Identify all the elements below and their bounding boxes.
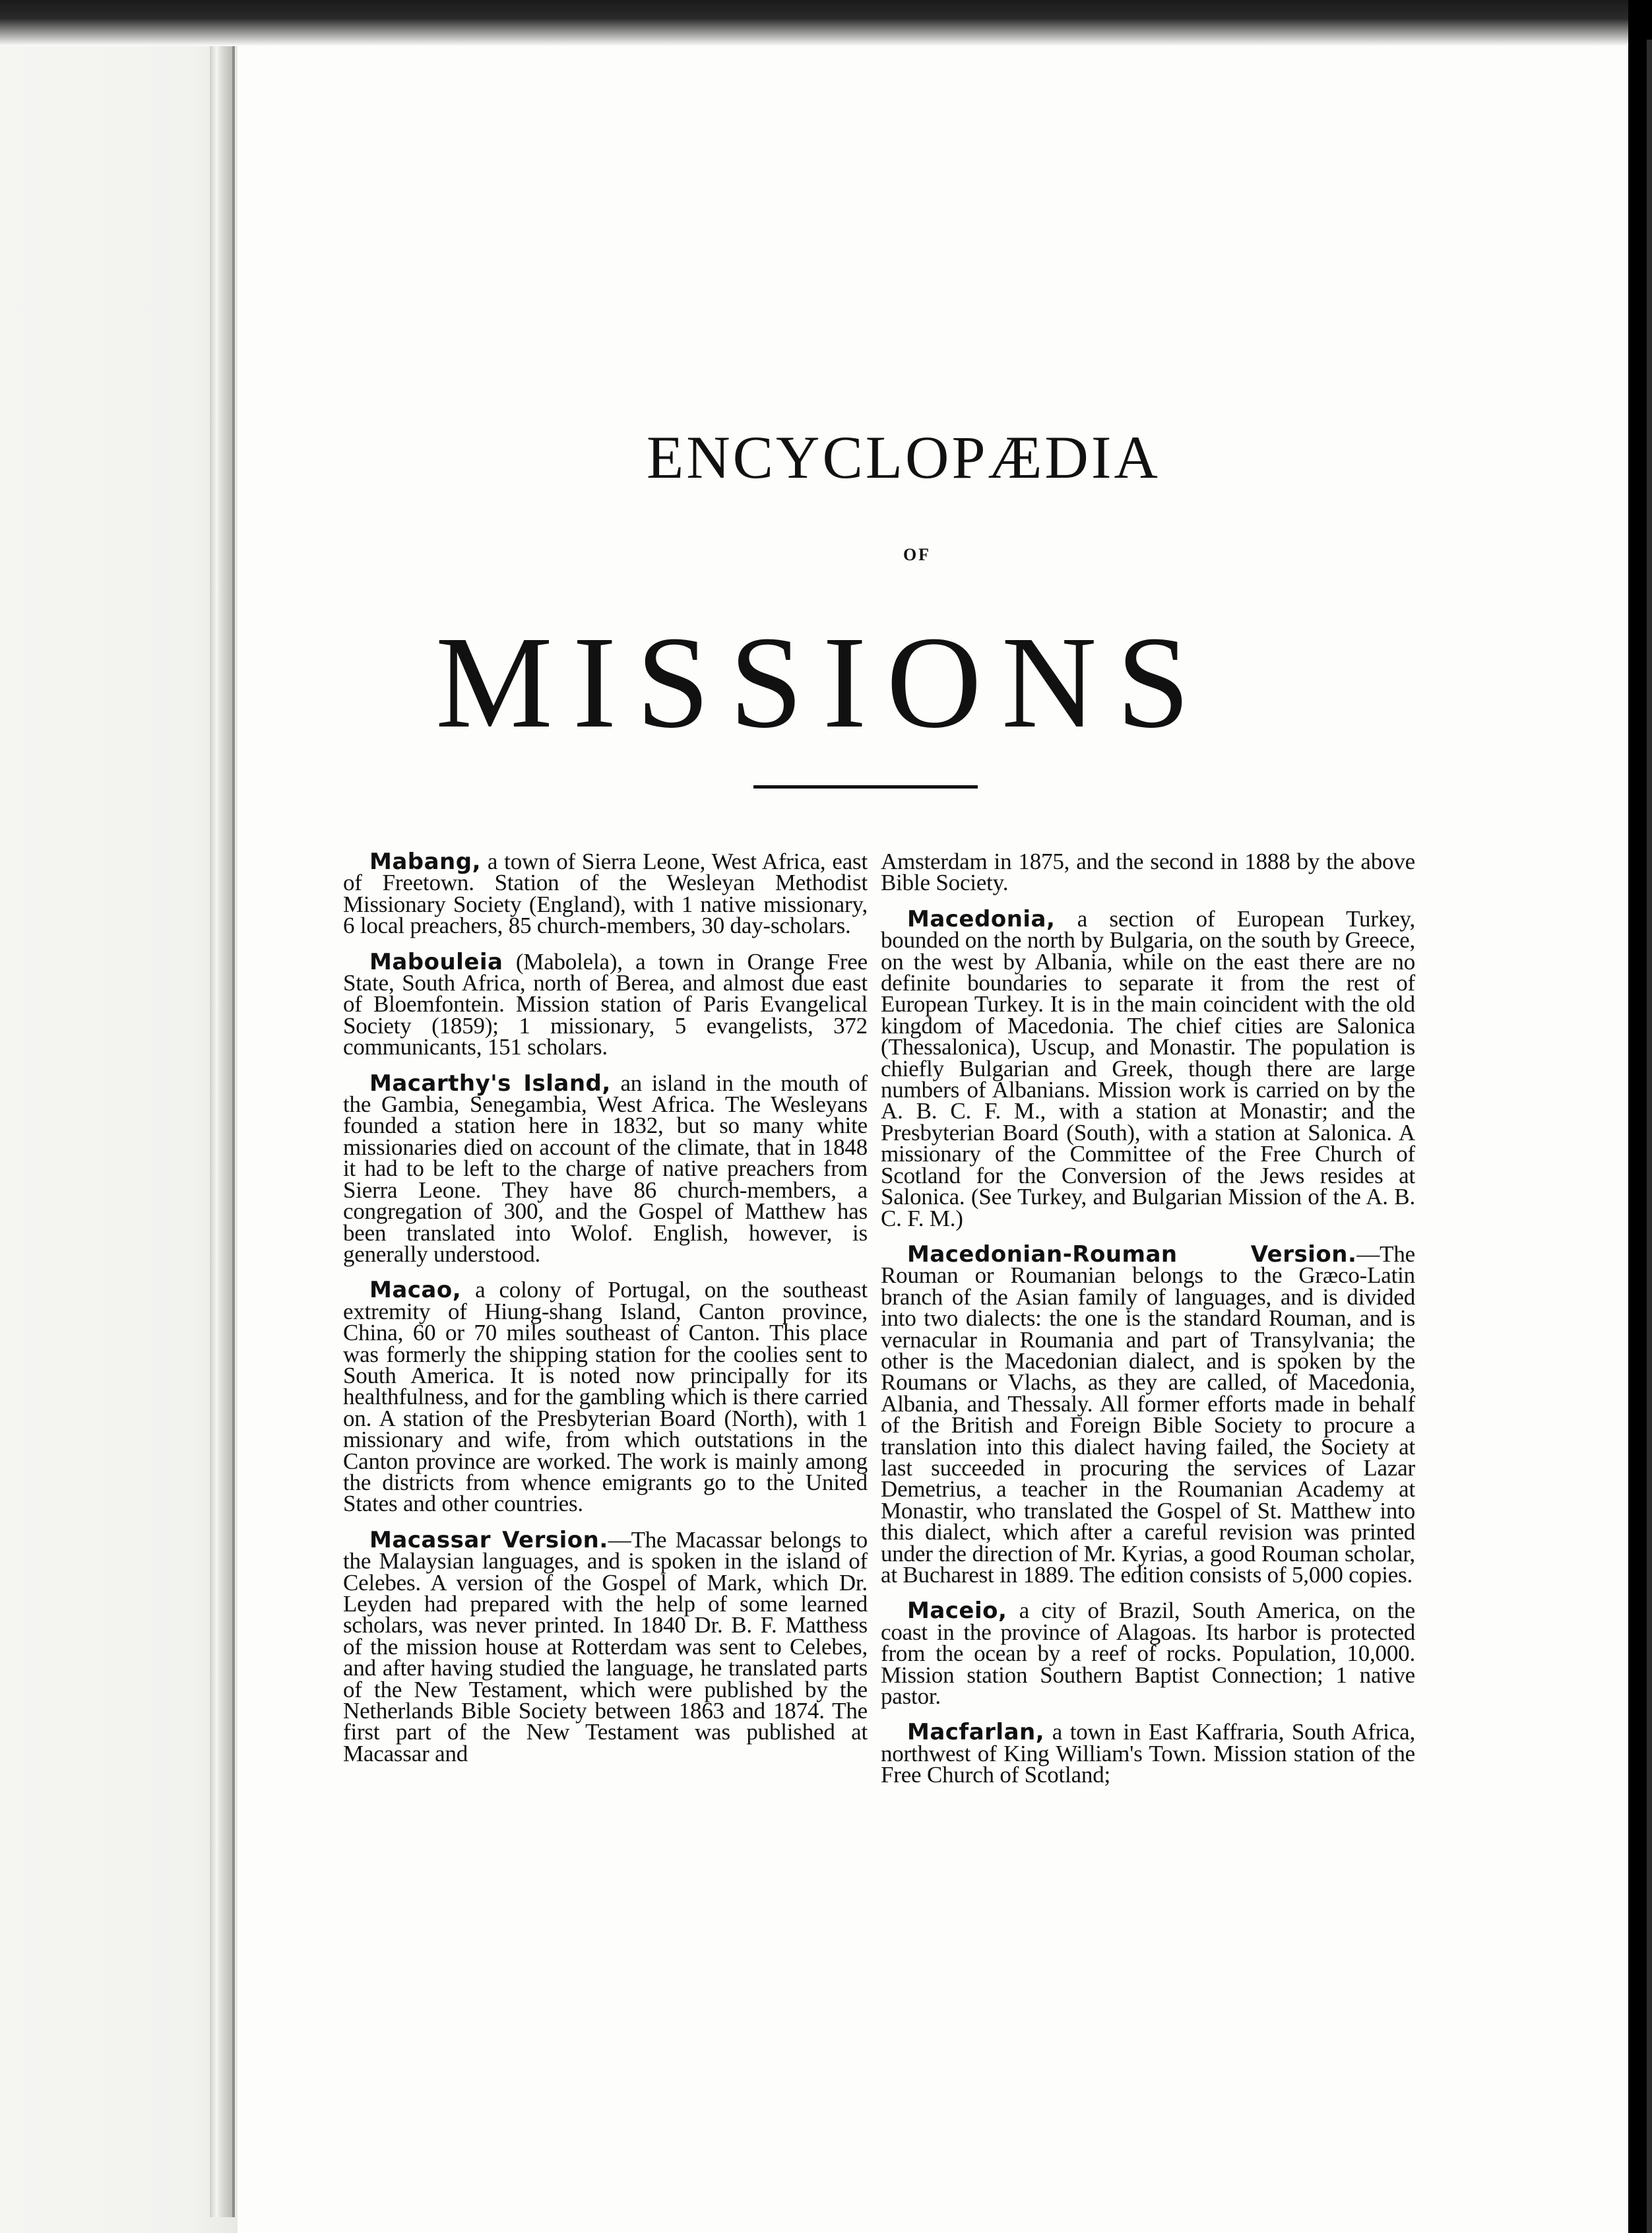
entry-headword: Macedonia, <box>907 905 1056 932</box>
page-gutter <box>0 0 238 2233</box>
entry-macassar-version <box>343 1526 868 1766</box>
entry-macedonia <box>881 905 1415 1231</box>
page-title: ENCYCLOPÆDIA <box>647 424 1160 491</box>
entry-text: a town in East Kaffraria, South Africa, northwest of King William's Town. Mission station of the Free Church of Scotland; <box>881 1719 1415 1788</box>
page-subtitle: MISSIONS <box>435 610 1210 756</box>
entry-headword: Macarthy's Island, <box>369 1070 611 1097</box>
entry-macao <box>343 1277 868 1517</box>
top-shadow <box>0 0 1628 46</box>
entry-macarthys-island <box>343 1070 868 1267</box>
entry-headword: Mabang, <box>369 849 482 875</box>
entry-text: —The Rouman or Roumanian belongs to the Græco-Latin branch of the Asian family of languages, and is divided into two dialects: the one is the standard Rouman, and is vernacular in Roumania and part of Transylvania; the other is the Macedonian dialect, and is spoken by the Roumans or Vlachs, as they are called, of Macedonia, Albania, and Thessaly. All former efforts made in behalf of the British and Foreign Bible Society to procure a translation into this dialect having failed, the Society at last succeeded in procuring the services of Lazar Demetrius, a teacher in the Roumanian Academy at Monastir, who translated the Gospel of St. Matthew into this dialect, which after a careful revision was printed under the direction of Mr. Kyrias, a good Rouman scholar, at Bucharest in 1889. The edition consists of 5,000 copies. <box>881 1241 1415 1588</box>
spine-edge-line <box>232 40 235 2217</box>
entry-macedonian-rouman-version <box>881 1241 1415 1588</box>
left-column <box>343 851 868 1779</box>
entry-text: a section of European Turkey, bounded on the north by Bulgaria, on the south by Greece, on the west by Albania, while on the east there are no definite boundaries to separate it from the rest of European Turkey. It is in the main coincident with the old kingdom of Macedonia. The chief cities are Salonica (Thessalonica), Uscup, and Monastir. The population is chiefly Bulgarian and Greek, though there are large numbers of Albanians. Mission work is carried on by the A. B. C. F. M., with a station at Monastir; and the Presbyterian Board (South), with a station at Salonica. A missionary of the Committee of the Free Church of Scotland for the Conversion of the Jews resides at Salonica. (See Turkey, and Bulgarian Mission of the A. B. C. F. M.) <box>881 905 1415 1231</box>
entry-text: Amsterdam in 1875, and the second in 1888 by the above Bible Society. <box>881 849 1415 896</box>
entry-headword: Macassar Version. <box>369 1526 608 1553</box>
entry-text: a colony of Portugal, on the southeast extremity of Hiung-shang Island, Canton province, China, 60 or 70 miles southeast of Canton. This place was formerly the shipping station for the coolies sent to South America. It is noted now principally for its healthfulness, and for the gambling which is there carried on. A station of the Presbyterian Board (North), with 1 missionary and wife, from which outstations in the Canton province are worked. The work is mainly among the districts from whence emigrants go to the United States and other countries. <box>343 1277 868 1517</box>
entry-headword: Macedonian-Rouman Version. <box>907 1241 1357 1268</box>
entry-mabang <box>343 851 868 937</box>
entry-text: an island in the mouth of the Gambia, Senegambia, West Africa. The Wesleyans founded a station here in 1832, but so many white missionaries died on account of the climate, that in 1848 it had to be left to the charge of native preachers from Sierra Leone. They have 86 church-members, a congregation of 300, and the Gospel of Matthew has been translated into Wolof. English, however, is generally understood. <box>343 1070 868 1267</box>
entry-headword: Macfarlan, <box>907 1719 1045 1746</box>
entry-text: a city of Brazil, South America, on the coast in the province of Alagoas. Its harbor is protected from the ocean by a reef of rocks. Population, 10,000. Mission station Southern Baptist Connection; 1 native pastor. <box>881 1598 1415 1710</box>
entry-macfarlan <box>881 1719 1415 1788</box>
entry-mabouleia <box>343 948 868 1060</box>
book-spine <box>210 40 232 2217</box>
entry-continuation <box>881 851 1415 894</box>
entry-maceio <box>881 1598 1415 1710</box>
page-right-edge <box>1647 40 1652 2233</box>
entry-headword: Macao, <box>369 1277 462 1304</box>
entry-text: —The Macassar belongs to the Malaysian languages, and is spoken in the island of Celebes. A version of the Gospel of Mark, which Dr. Leyden had prepared with the help of some learned scholars, was never printed. In 1840 Dr. B. F. Matthess of the mission house at Rotterdam was sent to Celebes, and after having studied the language, he translated parts of the New Testament, which were published by the Netherlands Bible Society between 1863 and 1874. The first part of the New Testament was published at Macassar and <box>343 1526 868 1766</box>
entry-text: a town of Sierra Leone, West Africa, east of Freetown. Station of the Wesleyan Methodist Missionary Society (England), with 1 native missionary, 6 local preachers, 85 church-members, 30 day-scholars. <box>343 849 868 939</box>
entry-text: (Mabolela), a town in Orange Free State, South Africa, north of Berea, and almost due east of Bloemfontein. Mission station of Paris Evangelical Society (1859); 1 missionary, 5 evangelists, 372 communicants, 151 scholars. <box>343 948 868 1060</box>
right-column <box>881 851 1415 1801</box>
entry-headword: Maceio, <box>907 1598 1007 1625</box>
entry-headword: Mabouleia <box>369 948 503 975</box>
title-rule-divider <box>753 785 978 789</box>
title-connector: OF <box>903 545 932 564</box>
